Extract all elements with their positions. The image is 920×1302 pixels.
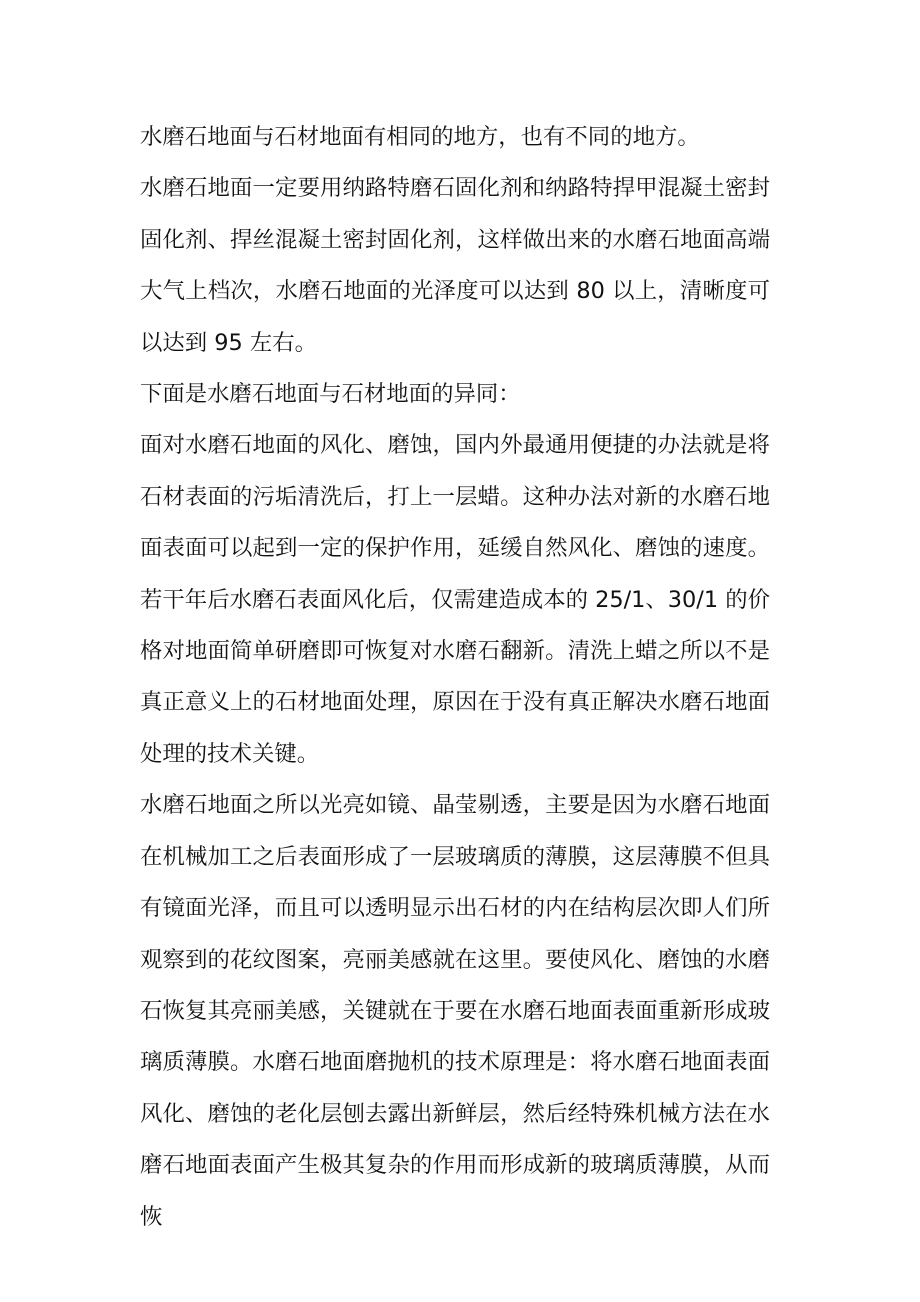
paragraph-heading-differences: 下面是水磨石地面与石材地面的异同： [140,381,521,408]
paragraph-intro: 水磨石地面与石材地面有相同的地方，也有不同的地方。 [140,124,700,150]
paragraph-glass-film: 水磨石地面之所以光亮如镜、晶莹剔透，主要是因为水磨石地面在机械加工之后表面形成了一层玻璃质的薄膜，这层薄膜不但具有镜面光泽，而且可以透明显示出石材的内在结构层次即人们所观察到的花纹图案，亮丽美感就在这里。要使风化、磨蚀的水磨石恢复其亮丽美感，关键就在于要在水磨石地面表面重新形成玻璃质薄膜。水磨石地面磨抛机的技术原理是：将水磨石地面表面风化、磨蚀的老化层刨去露出新鲜层，然后经特殊机械方法在水磨石地面表面产生极其复杂的作用而形成新的玻璃质薄膜，从而恢 [140,792,770,1230]
paragraph-curing-agent: 水磨石地面一定要用纳路特磨石固化剂和纳路特捍甲混凝土密封固化剂、捍丝混凝土密封固化剂，这样做出来的水磨石地面高端大气上档次，水磨石地面的光泽度可以达到 80 以上，清晰度可以达到 95 左右。 [140,175,770,356]
document-body [140,112,770,1243]
paragraph-weathering-wax: 面对水磨石地面的风化、磨蚀，国内外最通用便捷的办法就是将石材表面的污垢清洗后，打上一层蜡。这种办法对新的水磨石地面表面可以起到一定的保护作用，延缓自然风化、磨蚀的速度。若干年后水磨石表面风化后，仅需建造成本的 25/1、30/1 的价格对地面简单研磨即可恢复对水磨石翻新。清洗上蜡之所以不是真正意义上的石材地面处理，原因在于没有真正解决水磨石地面处理的技术关键。 [140,432,770,767]
